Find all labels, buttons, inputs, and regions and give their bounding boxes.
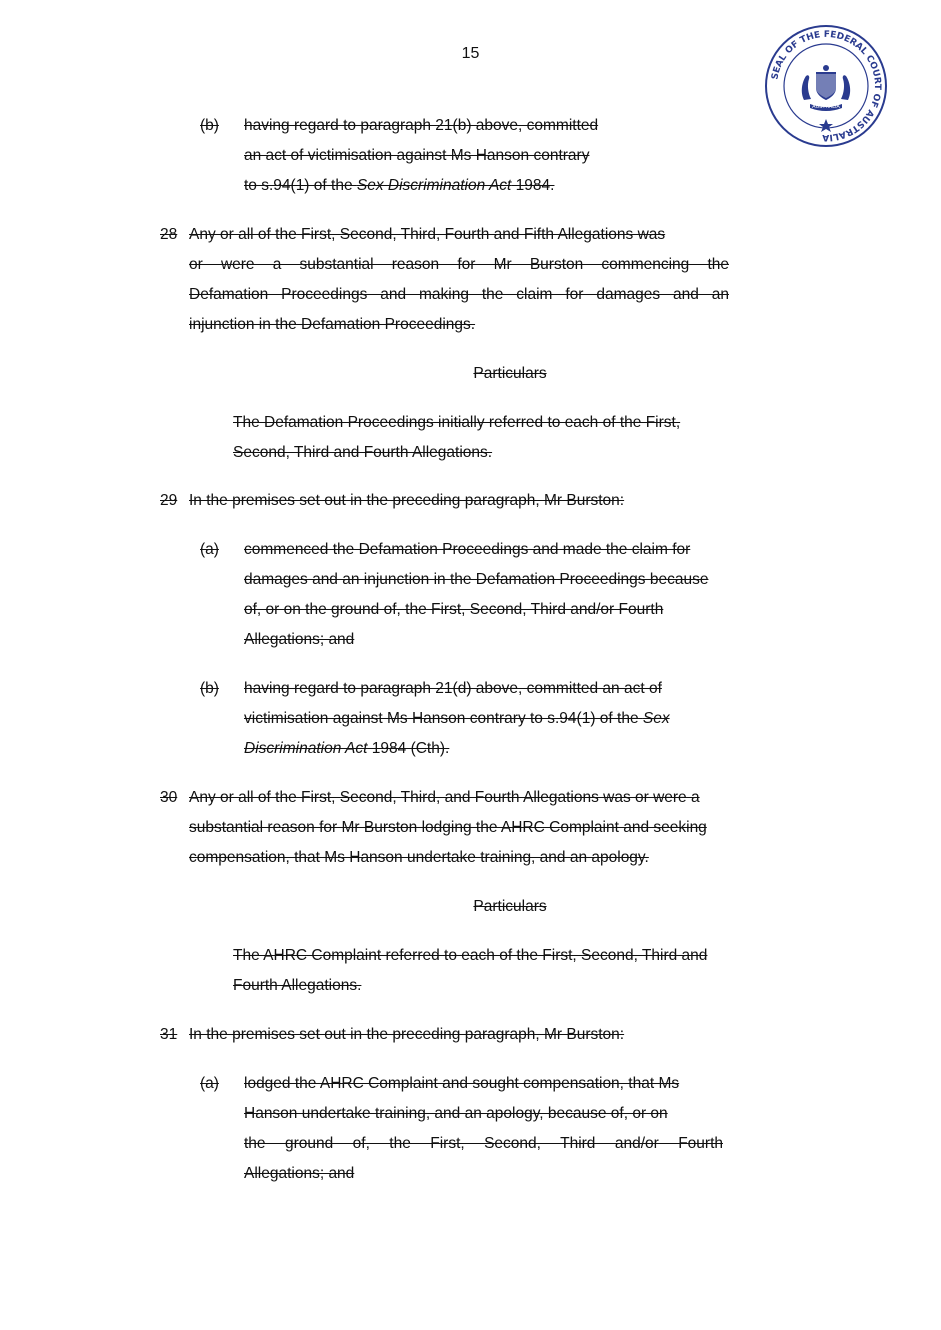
p28-line4: injunction in the Defamation Proceedings. — [189, 316, 476, 333]
p31a-line1: lodged the AHRC Complaint and sought compensation, that Ms — [244, 1075, 680, 1092]
page-number: 15 — [461, 45, 480, 62]
p30-particulars-line2: Fourth Allegations. — [233, 977, 362, 994]
p27b-line1: having regard to paragraph 21(b) above, committed — [244, 117, 599, 134]
seal-ring-text: SEAL OF THE FEDERAL COURT OF AUSTRALIA — [770, 29, 883, 143]
p29b-line3: Discrimination Act 1984 (Cth). — [244, 740, 450, 757]
federal-court-seal — [764, 24, 888, 148]
p29a-line3: of, or on the ground of, the First, Second, Third and/or Fourth — [244, 601, 664, 618]
p30-line2: substantial reason for Mr Burston lodging the AHRC Complaint and seeking — [189, 819, 707, 836]
p31a-marker: (a) — [200, 1075, 219, 1092]
p29b-line2: victimisation against Ms Hanson contrary to s.94(1) of the Sex — [244, 710, 670, 727]
p28-number: 28 — [160, 226, 178, 243]
p30-line1: Any or all of the First, Second, Third, and Fourth Allegations was or were a — [189, 789, 700, 806]
p30-particulars-heading: Particulars — [473, 898, 547, 915]
p30-line3: compensation, that Ms Hanson undertake training, and an apology. — [189, 849, 649, 866]
p31-number: 31 — [160, 1026, 178, 1043]
p29b-marker: (b) — [200, 680, 219, 697]
p27b-marker: (b) — [200, 117, 219, 134]
p29a-marker: (a) — [200, 541, 219, 558]
p28-particulars-line2: Second, Third and Fourth Allegations. — [233, 444, 493, 461]
p31a-line3: the ground of, the First, Second, Third and/or Fourth — [244, 1135, 723, 1152]
p30-number: 30 — [160, 789, 178, 806]
p28-particulars-heading: Particulars — [473, 365, 547, 382]
p31a-line4: Allegations; and — [244, 1165, 355, 1182]
p28-line3: Defamation Proceedings and making the claim for damages and an — [189, 286, 729, 303]
seal-scroll-text: AUSTRALIA — [812, 104, 840, 110]
p29a-line2: damages and an injunction in the Defamation Proceedings because — [244, 571, 709, 588]
p27b-line3: to s.94(1) of the Sex Discrimination Act 1984. — [244, 177, 555, 194]
p31a-line2: Hanson undertake training, and an apology, because of, or on — [244, 1105, 668, 1122]
p28-particulars-line1: The Defamation Proceedings initially referred to each of the First, — [233, 414, 681, 431]
p27b-line2: an act of victimisation against Ms Hanson contrary — [244, 147, 590, 164]
p29-number: 29 — [160, 492, 178, 509]
p30-particulars-line1: The AHRC Complaint referred to each of the First, Second, Third and — [233, 947, 708, 964]
p28-line2: or were a substantial reason for Mr Burston commencing the — [189, 256, 729, 273]
p29a-line1: commenced the Defamation Proceedings and made the claim for — [244, 541, 691, 558]
p28-line1: Any or all of the First, Second, Third, Fourth and Fifth Allegations was — [189, 226, 666, 243]
p29-intro: In the premises set out in the preceding paragraph, Mr Burston: — [189, 492, 625, 509]
p29a-line4: Allegations; and — [244, 631, 355, 648]
p31-intro: In the premises set out in the preceding paragraph, Mr Burston: — [189, 1026, 625, 1043]
p29b-line1: having regard to paragraph 21(d) above, committed an act of — [244, 680, 662, 697]
